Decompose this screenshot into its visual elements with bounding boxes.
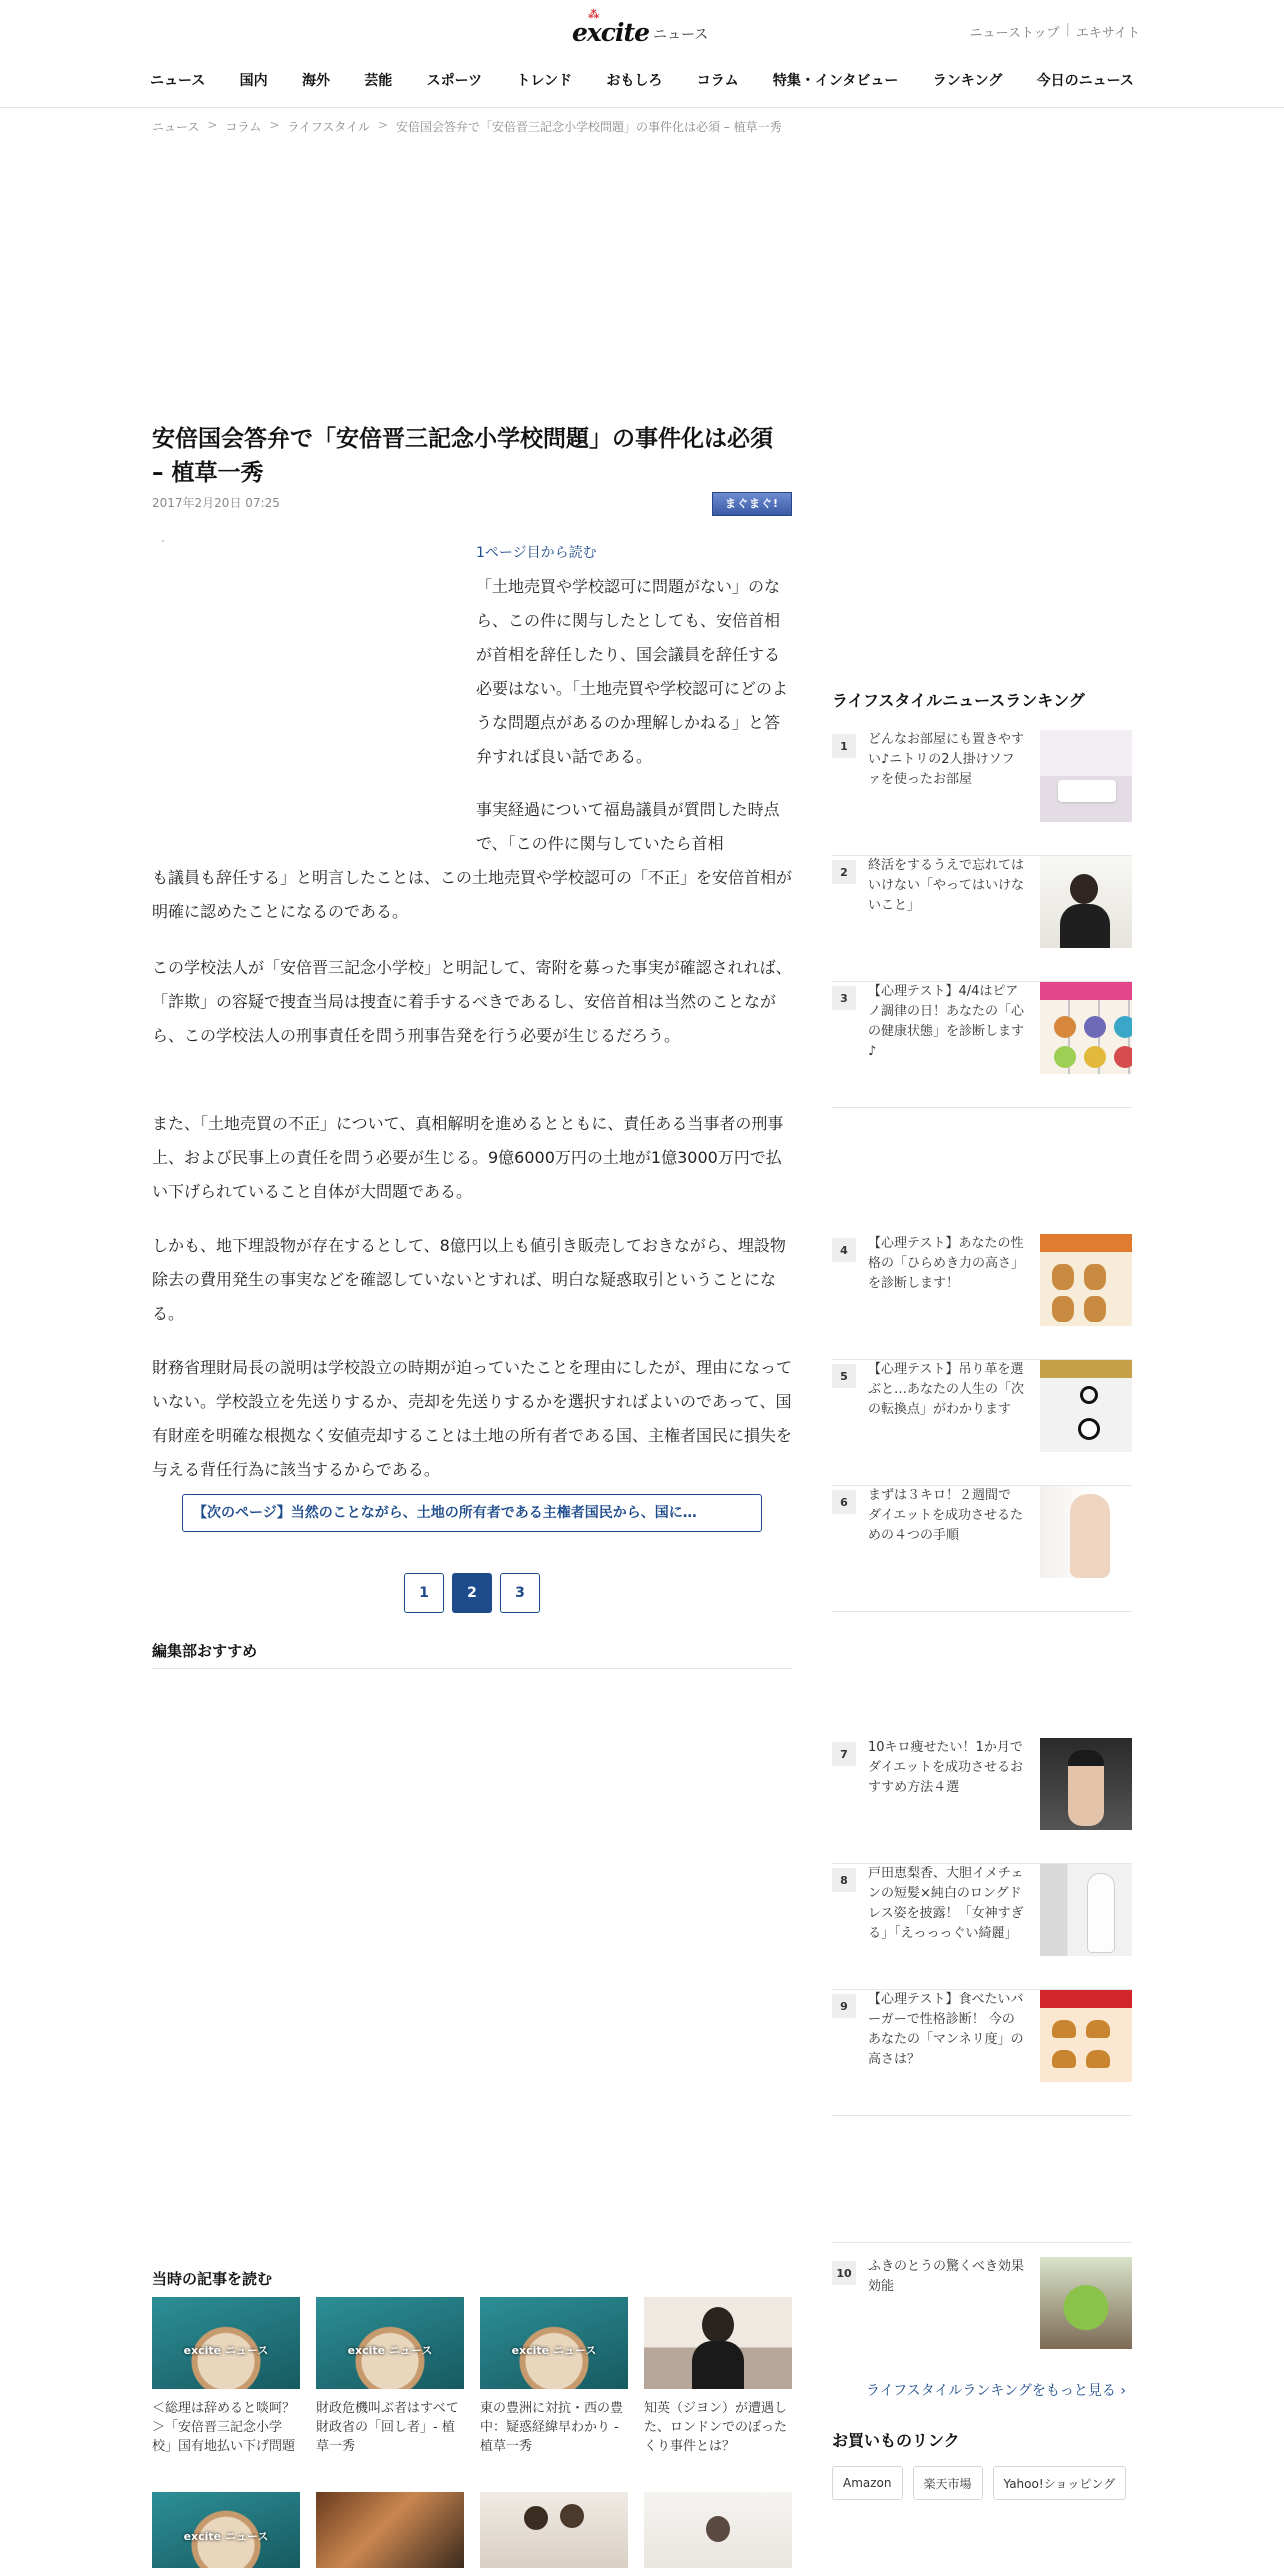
editor-recommend-heading: 編集部おすすめ <box>152 1642 258 1660</box>
rank-thumbnail <box>1040 856 1132 948</box>
breadcrumb-separator: > <box>269 118 280 132</box>
shopping-links <box>832 2466 1126 2500</box>
ranking-more-label: ライフスタイルランキングをもっと見る <box>866 2383 1116 2399</box>
rank-number: 5 <box>832 1364 856 1388</box>
main-nav <box>150 70 1134 90</box>
nav-funny[interactable]: おもしろ <box>606 73 663 89</box>
nav-features[interactable]: 特集・インタビュー <box>772 73 899 89</box>
article-title: 安倍国会答弁で「安倍晋三記念小学校問題」の事件化は必須 – 植草一秀 <box>152 426 773 486</box>
ranking-list-block-4 <box>832 2242 1132 2367</box>
breadcrumb-current: 安倍国会答弁で「安倍晋三記念小学校問題」の事件化は必須 – 植草一秀 <box>396 120 782 134</box>
article-thumbnail <box>480 2492 628 2568</box>
rank-title: 10キロ痩せたい！1か月でダイエットを成功させるおすすめ方法４選 <box>868 1740 1023 1795</box>
article-paragraph: また、「土地売買の不正」について、真相解明を進めるとともに、責任ある当事者の刑事上、および民事上の責任を問う必要が生じる。9億6000万円の土地が1億3000万円で払い下げられていること自体が大問題である。 <box>152 1114 784 1201</box>
rank-number: 8 <box>832 1868 856 1892</box>
nav-ranking[interactable]: ランキング <box>932 73 1003 89</box>
next-page-button[interactable]: 【次のページ】当然のことながら、土地の所有者である主権者国民から、国に… <box>182 1494 762 1532</box>
ranking-more-link[interactable] <box>866 2380 1126 2400</box>
nav-domestic[interactable]: 国内 <box>239 73 268 89</box>
past-article-card[interactable] <box>316 2297 464 2456</box>
article-paragraph: 事実経過について福島議員が質問した時点で、「この件に関与していたら首相 <box>476 800 780 853</box>
article-paragraph: 財務省理財局長の説明は学校設立の時期が迫っていたことを理由にしたが、理由になっていない。学校設立を先送りするか、売却を先送りするかを選択すればよいのであって、国有財産を明確な根拠なく安値売却することは土地の所有者である国、主権者国民に損失を与える背任行為に該当するからである。 <box>152 1358 793 1479</box>
past-articles-grid-row2 <box>152 2492 792 2568</box>
image-placeholder-mark: ´ <box>160 540 165 551</box>
past-articles-heading: 当時の記事を読む <box>152 2270 273 2288</box>
article-thumbnail <box>152 2297 300 2389</box>
source-badge[interactable]: まぐまぐ! <box>712 492 792 516</box>
breadcrumb <box>152 118 782 135</box>
article-thumbnail <box>644 2297 792 2389</box>
excite-logo[interactable] <box>572 7 709 50</box>
article-paragraph: しかも、地下埋設物が存在するとして、8億円以上も値引き販売しておきながら、埋設物除去の費用発生の事実などを確認していないとすれば、明白な疑惑取引ということになる。 <box>152 1236 786 1323</box>
rank-number: 9 <box>832 1994 856 2018</box>
ranking-item[interactable] <box>832 1360 1132 1486</box>
ranking-item[interactable] <box>832 1864 1132 1990</box>
rank-thumbnail <box>1040 730 1132 822</box>
ranking-heading: ライフスタイルニュースランキング <box>832 691 1085 710</box>
excite-link[interactable]: エキサイト <box>1075 26 1140 41</box>
article-thumbnail <box>644 2492 792 2568</box>
ranking-item[interactable] <box>832 982 1132 1108</box>
ranking-item[interactable] <box>832 856 1132 982</box>
article-date: 2017年2月20日 07:25 <box>152 496 280 510</box>
past-article-card[interactable] <box>316 2492 464 2568</box>
nav-entertainment[interactable]: 芸能 <box>364 73 393 89</box>
rank-number: 4 <box>832 1238 856 1262</box>
ranking-item[interactable] <box>832 730 1132 856</box>
ranking-list-block-2 <box>832 1234 1132 1612</box>
past-articles-grid <box>152 2297 792 2456</box>
rank-title: まずは３キロ！２週間でダイエットを成功させるための４つの手順 <box>868 1488 1023 1543</box>
yahoo-shopping-link[interactable]: Yahoo!ショッピング <box>993 2466 1127 2500</box>
past-article-card[interactable] <box>480 2492 628 2568</box>
article-paragraph: 「土地売買や学校認可に問題がない」のなら、この件に関与したとしても、安倍首相が首相を辞任したり、国会議員を辞任する必要はない。「土地売買や学校認可にどのような問題点があるのか理解しかねる」と答弁すれば良い話である。 <box>476 577 789 766</box>
past-article-card[interactable] <box>152 2492 300 2568</box>
logo-subtitle: ニュース <box>652 27 709 43</box>
article-thumbnail <box>480 2297 628 2389</box>
rank-number: 10 <box>832 2261 856 2285</box>
rank-thumbnail <box>1040 1486 1132 1578</box>
rakuten-link[interactable]: 楽天市場 <box>913 2466 983 2500</box>
rank-number: 3 <box>832 986 856 1010</box>
page-1-button[interactable]: 1 <box>404 1573 444 1613</box>
rank-title: どんなお部屋にも置きやすい♪ニトリの2人掛けソファを使ったお部屋 <box>868 732 1025 787</box>
past-article-title: ＜総理は辞めると啖呵？＞「安倍晋三記念小学校」国有地払い下げ問題 <box>152 2401 296 2454</box>
header-link-separator: | <box>1065 22 1070 37</box>
breadcrumb-lifestyle[interactable]: ライフスタイル <box>287 120 370 134</box>
article-thumbnail <box>152 2492 300 2568</box>
rank-title: 【心理テスト】食べたいバーガーで性格診断！ 今のあなたの「マンネリ度」の高さは？ <box>868 1992 1024 2067</box>
rank-title: 【心理テスト】4/4はピアノ調律の日！あなたの「心の健康状態」を診断します♪ <box>868 984 1025 1059</box>
rank-thumbnail <box>1040 1990 1132 2082</box>
site-header <box>0 0 1284 108</box>
logo-wordmark: ⁂ excite <box>572 7 649 47</box>
rank-title: 戸田恵梨香、大胆イメチェンの短髪×純白のロングドレス姿を披露！「女神すぎる」「えっっっぐい綺麗」 <box>868 1866 1024 1941</box>
rank-thumbnail <box>1040 1234 1132 1326</box>
nav-news[interactable]: ニュース <box>150 73 206 89</box>
breadcrumb-separator: > <box>207 118 218 132</box>
article-thumbnail <box>316 2492 464 2568</box>
ranking-item[interactable] <box>832 1990 1132 2116</box>
nav-column[interactable]: コラム <box>696 73 739 89</box>
ranking-item[interactable] <box>832 1234 1132 1360</box>
rank-thumbnail <box>1040 2257 1132 2349</box>
page-2-button[interactable]: 2 <box>452 1573 492 1613</box>
past-article-card[interactable] <box>480 2297 628 2456</box>
section-divider <box>152 1668 792 1669</box>
ranking-list-block-3 <box>832 1738 1132 2116</box>
read-first-page-link[interactable]: 1ページ目から読む <box>476 545 597 561</box>
past-article-title: 財政危機叫ぶ者はすべて財政省の「回し者」- 植草一秀 <box>316 2401 459 2454</box>
rank-title: ふきのとうの驚くべき効果効能 <box>868 2259 1025 2294</box>
ranking-list-block-1 <box>832 730 1132 1108</box>
rank-number: 1 <box>832 734 856 758</box>
pagination <box>404 1573 540 1613</box>
rank-thumbnail <box>1040 1360 1132 1452</box>
nav-sports[interactable]: スポーツ <box>426 73 483 89</box>
breadcrumb-column[interactable]: コラム <box>225 120 262 134</box>
past-article-card[interactable] <box>152 2297 300 2456</box>
rank-thumbnail <box>1040 982 1132 1074</box>
ranking-item[interactable] <box>832 1738 1132 1864</box>
nav-today[interactable]: 今日のニュース <box>1036 73 1134 89</box>
header-links <box>970 22 1140 41</box>
page-3-button[interactable]: 3 <box>500 1573 540 1613</box>
article-paragraph: も議員も辞任する」と明言したことは、この土地売買や学校認可の「不正」を安倍首相が明確に認めたことになるのである。 <box>152 868 793 921</box>
ranking-item[interactable] <box>832 2257 1132 2367</box>
rank-title: 【心理テスト】あなたの性格の「ひらめき力の高さ」を診断します！ <box>868 1236 1025 1291</box>
rank-thumbnail <box>1040 1864 1132 1956</box>
rank-number: 2 <box>832 860 856 884</box>
rank-title: 終活をするうえで忘れてはいけない「やってはいけないこと」 <box>868 858 1025 913</box>
past-article-title: 東の豊洲に対抗・西の豊中：疑惑経緯早わかり - 植草一秀 <box>480 2401 624 2454</box>
past-article-card[interactable] <box>644 2297 792 2456</box>
logo-spark-icon: ⁂ <box>588 7 599 21</box>
past-article-card[interactable] <box>644 2492 792 2568</box>
chevron-right-icon: › <box>1120 2383 1126 2399</box>
shopping-heading: お買いものリンク <box>832 2431 960 2450</box>
rank-title: 【心理テスト】吊り革を選ぶと…あなたの人生の「次の転換点」がわかります <box>868 1362 1025 1417</box>
nav-trend[interactable]: トレンド <box>516 73 573 89</box>
nav-world[interactable]: 海外 <box>301 73 330 89</box>
rank-number: 7 <box>832 1742 856 1766</box>
news-top-link[interactable]: ニューストップ <box>969 26 1060 41</box>
rank-thumbnail <box>1040 1738 1132 1830</box>
article-thumbnail <box>316 2297 464 2389</box>
past-article-title: 知英（ジヨン）が遭遇した、ロンドンでのぼったくり事件とは？ <box>644 2401 788 2454</box>
rank-number: 6 <box>832 1490 856 1514</box>
breadcrumb-separator: > <box>377 118 389 132</box>
breadcrumb-news[interactable]: ニュース <box>152 120 200 134</box>
ranking-item[interactable] <box>832 1486 1132 1612</box>
amazon-link[interactable]: Amazon <box>832 2466 903 2500</box>
article-paragraph: この学校法人が「安倍晋三記念小学校」と明記して、寄附を募った事実が確認されれば、「詐欺」の容疑で捜査当局は捜査に着手するべきであるし、安倍首相は当然のことながら、この学校法人の刑事責任を問う刑事告発を行う必要が生じるだろう。 <box>152 958 792 1045</box>
